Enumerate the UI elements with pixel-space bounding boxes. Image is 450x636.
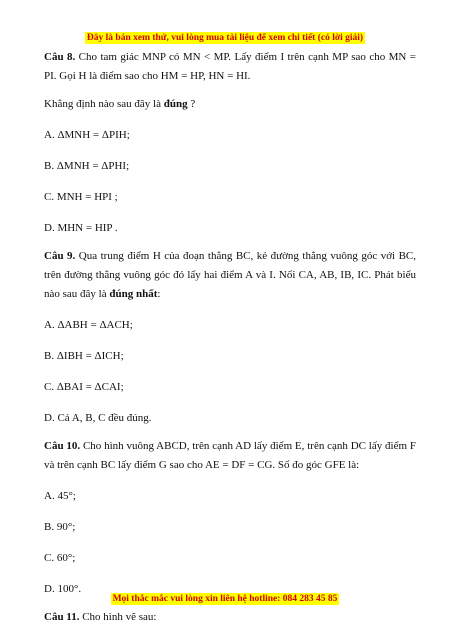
question-8 bbox=[44, 48, 416, 86]
preview-notice-banner bbox=[0, 27, 450, 45]
q8-option-b: B. ΔMNH = ΔPHI; bbox=[44, 160, 130, 172]
question-10 bbox=[44, 437, 416, 475]
question-11 bbox=[44, 608, 416, 627]
question-8-label: Câu 8. bbox=[44, 51, 76, 63]
question-11-text: Cho hình vẽ sau: bbox=[79, 611, 157, 623]
question-8-prompt bbox=[44, 95, 416, 114]
q8-option-a: A. ΔMNH = ΔPIH; bbox=[44, 129, 130, 141]
question-8-text: Cho tam giác MNP có MN < MP. Lấy điểm I trên cạnh MP sao cho MN = PI. Gọi H là điểm sao cho HM = HP, HN = HI. bbox=[44, 51, 416, 82]
hotline-banner bbox=[0, 588, 450, 606]
q10-option-d: D. 100°. bbox=[44, 583, 82, 595]
question-9-end: : bbox=[157, 288, 161, 300]
preview-notice-text: Đây là bản xem thử, vui lòng mua tài liệu để xem chi tiết (có lời giải) bbox=[86, 33, 364, 43]
q8-option-d: D. MHN = HIP . bbox=[44, 222, 118, 234]
question-9-label: Câu 9. bbox=[44, 250, 76, 262]
prompt-text: Khẳng định nào sau đây là bbox=[44, 98, 164, 110]
question-9-emphasis: đúng nhất bbox=[109, 288, 158, 300]
question-9 bbox=[44, 247, 416, 304]
question-9-text: Qua trung điểm H của đoạn thẳng BC, kẻ đường thẳng vuông góc với BC, trên đường thẳng vuông góc đó lấy hai điểm A và I. Nối CA, AB, IB, IC. Phát biểu nào sau đây là bbox=[44, 250, 416, 300]
document-body bbox=[44, 48, 416, 627]
question-10-label: Câu 10. bbox=[44, 440, 81, 452]
q9-option-c: C. ΔBAI = ΔCAI; bbox=[44, 381, 124, 393]
q8-option-c: C. MNH = HPI ; bbox=[44, 191, 118, 203]
question-10-text: Cho hình vuông ABCD, trên cạnh AD lấy điểm E, trên cạnh DC lấy điểm F và trên cạnh BC lấy điểm G sao cho AE = DF = CG. Số đo góc GFE là: bbox=[44, 440, 416, 471]
q10-option-a: A. 45°; bbox=[44, 490, 76, 502]
q9-option-b: B. ΔIBH = ΔICH; bbox=[44, 350, 124, 362]
prompt-end: ? bbox=[187, 98, 196, 110]
q10-option-c: C. 60°; bbox=[44, 552, 76, 564]
question-11-label: Câu 11. bbox=[44, 611, 80, 623]
prompt-emphasis: đúng bbox=[163, 98, 188, 110]
q9-option-d: D. Cả A, B, C đều đúng. bbox=[44, 412, 152, 424]
hotline-text: Mọi thắc mắc vui lòng xin liên hệ hotline: 084 283 45 85 bbox=[112, 594, 338, 604]
q9-option-a: A. ΔABH = ΔACH; bbox=[44, 319, 133, 331]
q10-option-b: B. 90°; bbox=[44, 521, 76, 533]
